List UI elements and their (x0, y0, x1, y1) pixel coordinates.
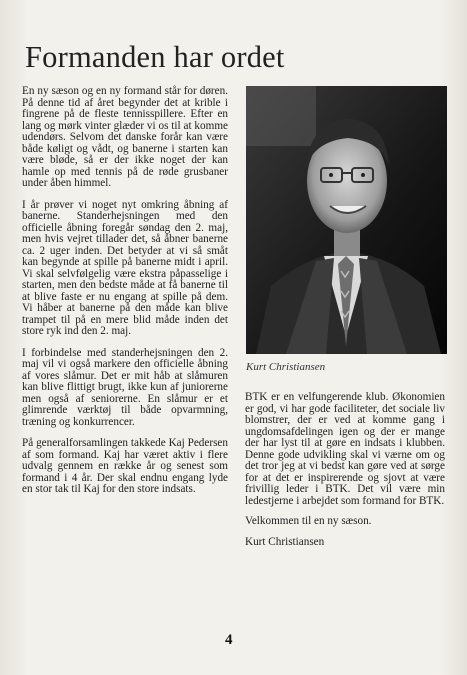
article-title: Formanden har ordet (25, 40, 285, 74)
paragraph-new-season: En ny sæson og en ny formand står for døren. På denne tid af året begynder det at krible i fingrene på de fleste tennisspillere. Efter en lang og mørk vinter glæder vi os til at komme udendørs. Selvom det danske forår kan være både køligt og vådt, og banerne i starten kan være bløde, så er der ikke noget der kan hamle op med tennis på de røde grusbaner under åben himmel. (22, 85, 228, 189)
paragraph-practice-wall: I forbindelse med standerhejsningen den 2. maj vil vi også markere den officielle åbning af vores slåmur. Det er mit håb at slåmuren kan blive flittigt brugt, ikke kun af juniorerne men også af seniorerne. En slåmur er et glimrende værktøj til både opvarmning, træning og konkurrencer. (22, 346, 228, 428)
signature-name: Kurt Christiansen (245, 535, 325, 548)
portrait-image (246, 86, 447, 354)
portrait-photo (246, 86, 447, 354)
paragraph-court-opening: I år prøver vi noget nyt omkring åbning af banerne. Standerhejsningen med den officielle åbning foregår søndag den 2. maj, men hvis vejret tillader det, så åbner banerne ca. 2 uger inden. Det betyder at vi så småt kan begynde at spille på banerne midt i april. Vi skal selvfølgelig være ekstra påpasselige i starten, men den bedste måde at få banerne til at blive faste er nu engang at spille på dem. Vi håber at banerne på den måde kan blive trampet til på en mere blid måde inden det store ryk ind den 2. maj. (22, 198, 228, 337)
paragraph-club-status: BTK er en velfungerende klub. Økonomien er god, vi har gode faciliteter, det sociale liv blomstrer, der er ved at komme gang i ungdomsafdelingen igen og der er mange der har lyst til at gøre en indsats i klubben. Denne gode udvikling skal vi værne om og det tror jeg at vi bedst kan gøre ved at sørge for at det er inspirerende og sjovt at være frivillig leder i BTK. Det vil være min ledestjerne i arbejdet som formand for BTK. (245, 391, 445, 507)
left-text-column (22, 86, 228, 506)
paragraph-welcome: Velkommen til en ny sæson. (245, 515, 372, 527)
photo-caption: Kurt Christiansen (246, 361, 326, 373)
right-text-column (245, 392, 445, 557)
paragraph-thanks-kaj: På generalforsamlingen takkede Kaj Pedersen af som formand. Kaj har været aktiv i flere udvalg gennem en række år og senest som formand i 4 år. Der skal endnu engang lyde en stor tak til Kaj for den store indsats. (22, 437, 228, 495)
page-number: 4 (225, 632, 233, 648)
